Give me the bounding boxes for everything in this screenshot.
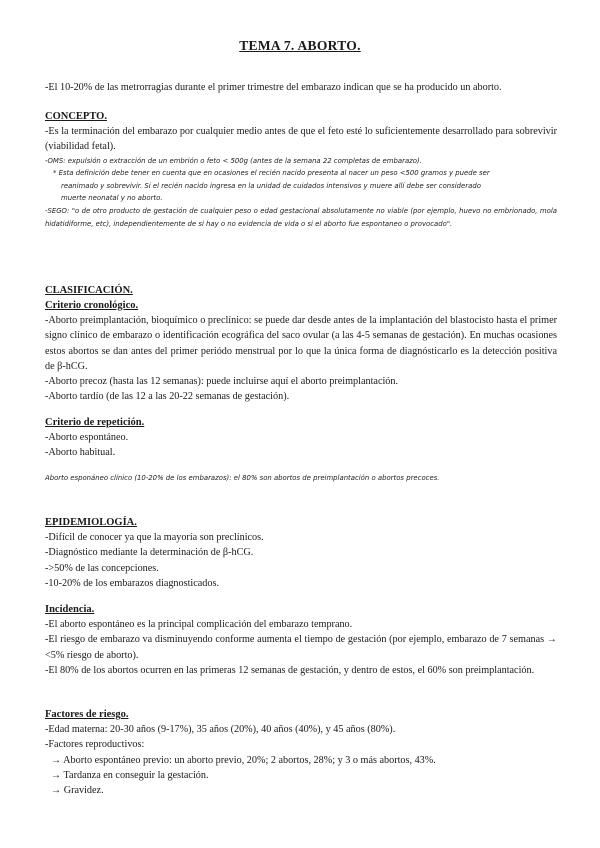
epidemiologia-item: -10-20% de los embarazos diagnosticados. [45,577,219,589]
clasificacion-section [45,283,557,405]
aborto-espontaneo: -Aborto espontáneo. [45,432,129,443]
factores-sub-item: → Tardanza en conseguir la gestación. [51,769,209,781]
epidemiologia-item: -Difícil de conocer ya que la mayoría son preclínicos. [45,532,264,543]
aborto-precoz: -Aborto precoz (hasta las 12 semanas): puede incluirse aquí el aborto preimplantación. [45,376,399,388]
aborto-tardio: -Aborto tardío (de las 12 a las 20-22 semanas de gestación). [45,391,290,403]
concepto-oms-note-3: muerte neonatal y no aborto. [61,194,163,203]
concepto-sego: -SEGO: "o de otro producto de gestación de cualquier peso o edad gestacional absolutamente no viable (por ejemplo, huevo no embrionado, mola hidatidiforme, etc), independientemente de si hay o no evidencia de vida o si el aborto fue espontaneo o provocado". [45,206,557,228]
epidemiologia-heading: EPIDEMIOLOGÍA. [45,517,137,528]
factores-reproductivos: -Factores reproductivos: [45,739,145,751]
clasificacion-note: Aborto esponáneo clínico (10-20% de los embarazos): el 80% son abortos de preimplantación o abortos precoces. [45,474,440,482]
incidencia-heading: Incidencia. [45,604,95,615]
cronologico-text: -Aborto preimplantación, bioquímico o preclínico: se puede dar desde antes de la implantación del blastocisto hasta el primer signo clínico de embarazo o identificación ecográfica del saco ovular (a las 4-5 semanas de gestación). En muchas ocasiones estos abortos se dan antes del primer periódo menstrual por lo que la única forma de diagnósticarlo es la detección positiva de β-hCG. [45,315,557,372]
incidencia-item-2: -El riesgo de embarazo va disminuyendo conforme aumenta el tiempo de gestación (por ejemplo, embarazo de 7 semanas → <5% riesgo de aborto). [45,634,557,661]
aborto-habitual: -Aborto habitual. [45,447,116,459]
concepto-heading: CONCEPTO. [45,111,107,122]
incidencia-section [45,602,557,678]
intro-block [45,80,557,95]
incidencia-item-1: -El aborto espontáneo es la principal complicación del embarazo temprano. [45,619,353,630]
factores-sub-item: → Aborto espontáneo previo: un aborto previo, 20%; 2 abortos, 28%; y 3 o más abortos, 43%. [51,754,436,766]
intro-text: -El 10-20% de las metrorragias durante el primer trimestre del embarazo indican que se ha producido un aborto. [45,82,502,93]
concepto-oms: -OMS: expulsión o extracción de un embrión o feto < 500g (antes de la semana 22 completas de embarazo). [45,156,422,165]
repeticion-heading: Criterio de repetición. [45,417,145,428]
incidencia-item-3: -El 80% de los abortos ocurren en las primeras 12 semanas de gestación, y dentro de estos, el 60% son preimplantación. [45,664,535,676]
factores-heading: Factores de riesgo. [45,709,129,720]
concepto-oms-note-2: reanimado y sobrevivir. Si el recién nacido ingresa en la unidad de cuidados intensivos y muere allí debe ser considerado [61,181,481,190]
concepto-definition: -Es la terminación del embarazo por cualquier medio antes de que el feto esté lo suficientemente desarrollado para sobrevivir (viabilidad fetal). [45,126,557,153]
factores-edad: -Edad materna: 20-30 años (9-17%), 35 años (20%), 40 años (40%), y 45 años (80%). [45,724,396,735]
epidemiologia-section [45,515,557,591]
clasificacion-heading: CLASIFICACIÓN. [45,285,133,296]
factores-sub-item: → Gravidez. [51,785,104,797]
concepto-oms-note-1: * Esta definición debe tener en cuenta que en ocasiones el recién nacido presenta al nacer un peso <500 gramos y puede ser [53,169,490,178]
page-title: TEMA 7. ABORTO. [239,38,361,53]
clasificacion-note-block [45,472,557,485]
epidemiologia-item: -Diagnóstico mediante la determinación de β-hCG. [45,547,254,559]
factores-section [45,707,557,798]
repeticion-section [45,415,557,461]
concepto-section [45,109,557,230]
cronologico-heading: Criterio cronológico. [45,300,139,311]
epidemiologia-item: ->50% de las concepciones. [45,562,159,574]
